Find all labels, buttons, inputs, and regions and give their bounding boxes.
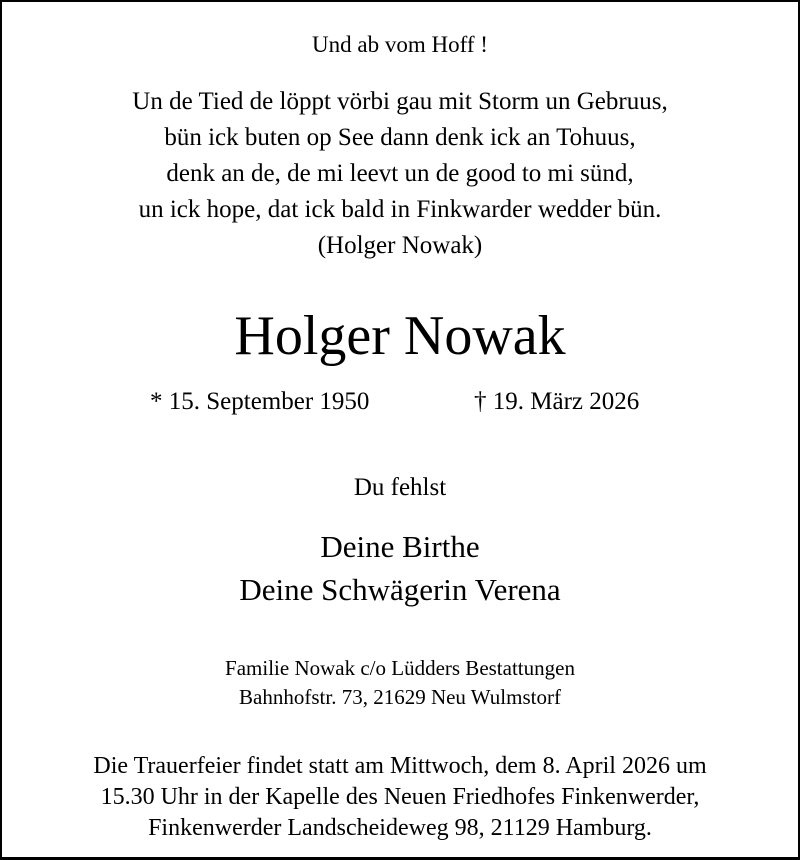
contact-address [2, 654, 798, 712]
missing-text: Du fehlst [353, 474, 447, 501]
poem-line: Un de Tied de löppt vörbi gau mit Storm un Gebruus, [132, 88, 668, 115]
address-line: Familie Nowak c/o Lüdders Bestattungen [225, 656, 575, 680]
mourners [2, 525, 798, 611]
deceased-name: Holger Nowak [234, 305, 566, 367]
poem-line: un ick hope, dat ick bald in Finkwarder wedder bün. [138, 196, 662, 223]
funeral-line: 15.30 Uhr in der Kapelle des Neuen Friedhofes Finkenwerder, [100, 784, 700, 810]
funeral-line: Finkenwerder Landscheideweg 98, 21129 Hamburg. [148, 815, 652, 841]
poem-author: (Holger Nowak) [317, 232, 483, 259]
motto: Und ab vom Hoff ! [312, 32, 488, 57]
funeral-line: Die Trauerfeier findet statt am Mittwoch, dem 8. April 2026 um [93, 753, 707, 779]
mourner-name: Deine Schwägerin Verena [239, 572, 561, 607]
address-line: Bahnhofstr. 73, 21629 Neu Wulmstorf [239, 685, 561, 709]
poem-line: denk an de, de mi leevt un de good to mi sünd, [166, 160, 634, 187]
poem [2, 84, 798, 264]
poem-line: bün ick buten op See dann denk ick an Tohuus, [164, 124, 636, 151]
mourner-name: Deine Birthe [320, 529, 480, 564]
funeral-info [2, 751, 798, 844]
birth-date: * 15. September 1950 [150, 388, 370, 415]
death-date: † 19. März 2026 [474, 388, 640, 415]
